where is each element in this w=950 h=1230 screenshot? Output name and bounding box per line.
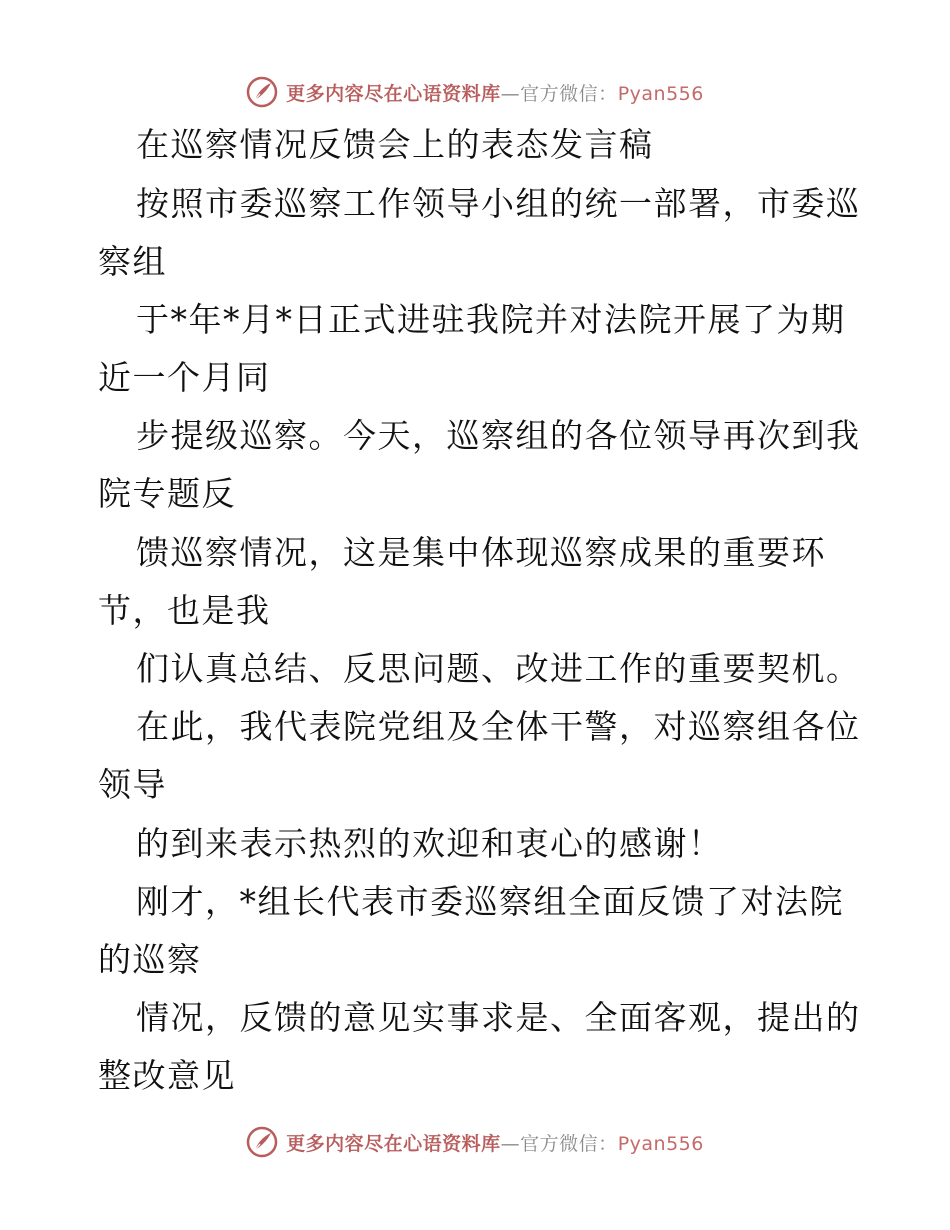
watermark-text: 更多内容尽在心语资料库—官方微信：Pyan556 — [286, 1132, 704, 1155]
watermark-text: 更多内容尽在心语资料库—官方微信：Pyan556 — [286, 82, 704, 105]
paragraph-line: 察组 — [98, 242, 167, 281]
paragraph-line: 节，也是我 — [98, 591, 271, 630]
paragraph-line: 按照市委巡察工作领导小组的统一部署，市委巡 — [136, 184, 861, 223]
footer-watermark — [0, 1122, 950, 1162]
feather-pen-logo-icon — [246, 76, 278, 108]
paragraph-line: 在此，我代表院党组及全体干警，对巡察组各位 — [136, 707, 861, 746]
header-watermark — [0, 72, 950, 112]
paragraph-line: 的巡察 — [98, 940, 202, 979]
document-title: 在巡察情况反馈会上的表态发言稿 — [136, 125, 654, 164]
paragraph-line: 院专题反 — [98, 474, 236, 513]
paragraph-line: 于*年*月*日正式进驻我院并对法院开展了为期 — [136, 300, 846, 339]
paragraph-line: 整改意见 — [98, 1056, 236, 1095]
paragraph-line: 情况，反馈的意见实事求是、全面客观，提出的 — [136, 998, 861, 1037]
paragraph-line: 步提级巡察。今天，巡察组的各位领导再次到我 — [136, 416, 861, 455]
paragraph-line: 近一个月同 — [98, 358, 271, 397]
paragraph-line: 刚才，*组长代表市委巡察组全面反馈了对法院 — [136, 882, 844, 921]
paragraph-line: 领导 — [98, 765, 167, 804]
feather-pen-logo-icon — [246, 1126, 278, 1158]
paragraph-line: 馈巡察情况，这是集中体现巡察成果的重要环 — [136, 533, 826, 572]
paragraph-line: 的到来表示热烈的欢迎和衷心的感谢！ — [136, 824, 723, 863]
paragraph-line: 们认真总结、反思问题、改进工作的重要契机。 — [136, 649, 861, 688]
